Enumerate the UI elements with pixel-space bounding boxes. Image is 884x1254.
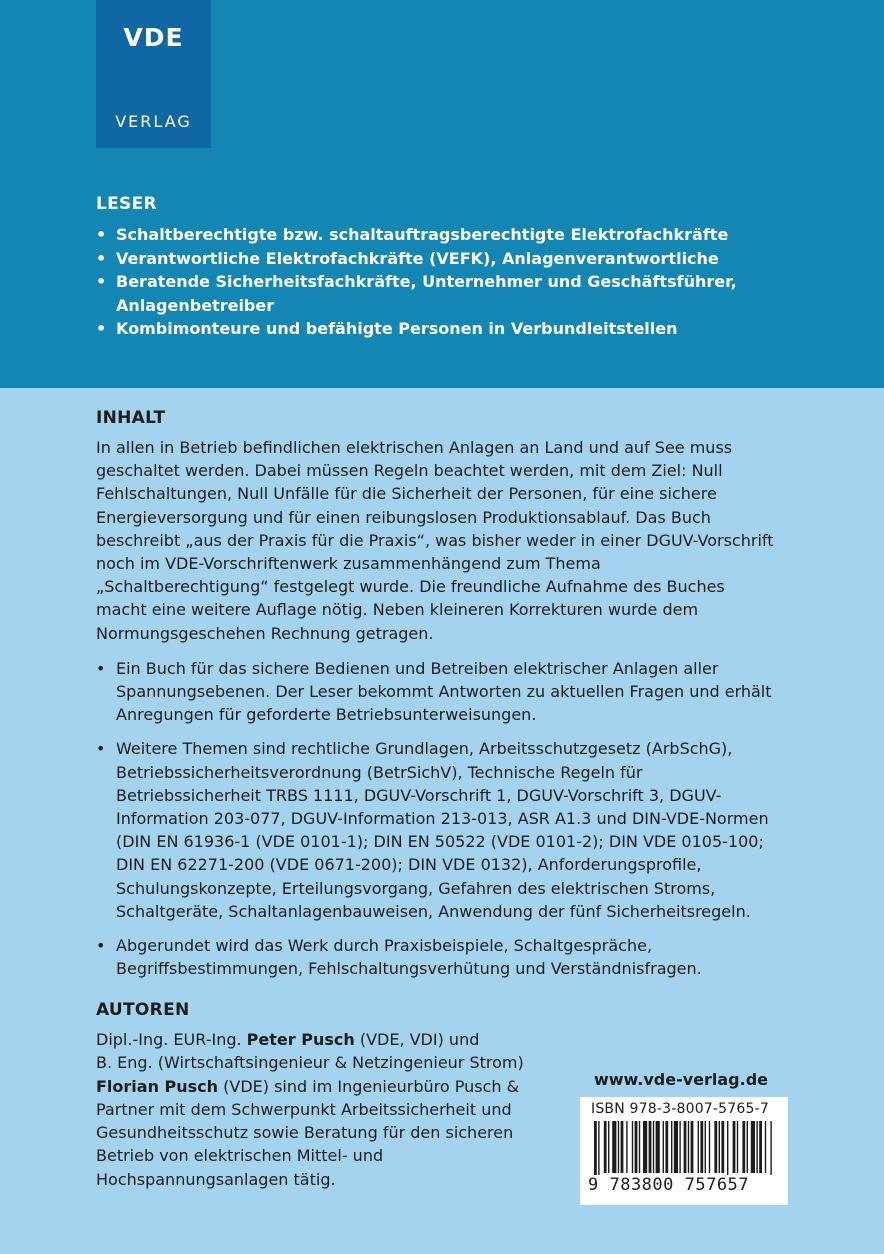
- website-link[interactable]: www.vde-verlag.de: [593, 1070, 768, 1089]
- leser-item: • Kombimonteure und befähigte Personen in Verbundleitstellen: [96, 317, 826, 341]
- barcode-bar: [632, 1121, 633, 1173]
- leser-item: • Schaltberechtigte bzw. schaltauftragsberechtigte Elektrofachkräfte: [96, 223, 826, 247]
- barcode-bar: [643, 1121, 647, 1173]
- barcode-bar: [649, 1121, 652, 1173]
- barcode-bar: [751, 1121, 755, 1173]
- barcode-bar: [594, 1121, 597, 1175]
- isbn-barcode: [580, 1097, 788, 1205]
- inhalt-list: [96, 657, 776, 981]
- barcode-bar: [765, 1121, 766, 1173]
- barcode-bar: [665, 1121, 668, 1173]
- barcode-bar: [612, 1121, 616, 1173]
- barcode-bar: [698, 1121, 699, 1173]
- barcode-bar: [691, 1121, 694, 1173]
- barcode-bar: [721, 1121, 724, 1173]
- barcode-bar: [700, 1121, 703, 1173]
- barcode-bar: [674, 1121, 678, 1173]
- barcode-bar: [714, 1121, 717, 1173]
- inhalt-bullet: • Ein Buch für das sichere Bedienen und Betreiben elektrischer Anlagen aller Spannungsebenen. Der Leser bekommt Antworten zu aktuellen Fragen und erhält Anregungen für geforderte Betriebsunterweisungen.: [96, 657, 776, 727]
- autoren-line3: (VDE) sind im Ingenieurbüro Pusch & Partner mit dem Schwerpunkt Arbeitssicherheit und Gesundheitsschutz sowie Beratung für den sicheren Betrieb von elektrischen Mittel- und Hochspannungsanlagen tätig.: [96, 1076, 520, 1189]
- barcode-bar: [639, 1121, 640, 1173]
- barcode-bar: [742, 1121, 745, 1173]
- inhalt-section: [96, 408, 776, 991]
- barcode-bar: [688, 1121, 689, 1173]
- barcode-bar: [604, 1121, 607, 1173]
- barcode-bar: [663, 1121, 664, 1173]
- barcode-bar: [747, 1121, 748, 1173]
- leser-list: [96, 223, 826, 341]
- barcode-bar: [733, 1121, 736, 1173]
- logo-brand: VDE: [123, 23, 184, 52]
- inhalt-bullet: • Weitere Themen sind rechtliche Grundlagen, Arbeitsschutzgesetz (ArbSchG), Betriebssicherheitsverordnung (BetrSichV), Technische Regeln für Betriebssicherheit TRBS 1111, DGUV-Vorschrift 1, DGUV-Vorschrift 3, DGUV-Information 203-077, DGUV-Information 213-013, ASR A1.3 und DIN-VDE-Normen (DIN EN 61936-1 (VDE 0101-1); DIN EN 50522 (VDE 0101-2); DIN VDE 0105-100; DIN EN 62271-200 (VDE 0671-200); DIN VDE 0132), Anforderungsprofile, Schulungskonzepte, Erteilungsvorgang, Gefahren des elektrischen Stroms, Schaltgeräte, Schaltanlagenbauweisen, Anwendung der fünf Sicherheitsregeln.: [96, 737, 776, 923]
- leser-section: [96, 194, 826, 341]
- barcode-bar: [684, 1121, 687, 1173]
- barcode-bar: [626, 1121, 627, 1173]
- vde-logo: [96, 0, 211, 148]
- logo-sub: VERLAG: [115, 112, 192, 131]
- autoren-heading: AUTOREN: [96, 1000, 190, 1020]
- inhalt-paragraph: In allen in Betrieb befindlichen elektrischen Anlagen an Land und auf See muss geschaltet werden. Dabei müssen Regeln beachtet werden, mit dem Ziel: Null Fehlschaltungen, Null Unfälle für die Sicherheit der Personen, für eine sichere Energieversorgung und für einen reibungslosen Produktionsablauf. Das Buch beschreibt „aus der Praxis für die Praxis“, was bisher weder in einer DGUV-Vorschrift noch im VDE-Vorschriftenwerk zusammenhängend zum Thema „Schaltberechtigung“ festgelegt wurde. Die freundliche Aufnahme des Buches macht eine weitere Auflage nötig. Neben kleineren Korrekturen wurde dem Normungsgeschehen Rechnung getragen.: [96, 438, 774, 643]
- barcode-bar: [621, 1121, 624, 1173]
- autoren-section: [96, 1000, 566, 1191]
- autoren-line1-suffix: (VDE, VDI) und: [354, 1030, 480, 1049]
- isbn-label: ISBN 978-3-8007-5765-7: [591, 1101, 769, 1117]
- barcode-bar: [770, 1121, 771, 1175]
- barcode-bar: [705, 1121, 706, 1173]
- barcode-digits: 9 783800 757657: [588, 1175, 750, 1195]
- barcode-bar: [671, 1121, 672, 1173]
- leser-item: • Beratende Sicherheitsfachkräfte, Unternehmer und Geschäftsführer, Anlagenbetreiber: [96, 270, 826, 317]
- author-florian: Florian Pusch: [96, 1076, 219, 1096]
- barcode-bar: [737, 1121, 738, 1173]
- inhalt-bullet: • Abgerundet wird das Werk durch Praxisbeispiele, Schaltgespräche, Begriffsbestimmungen, Fehlschaltungsverhütung und Verständnisfragen.: [96, 934, 776, 980]
- barcode-bar: [679, 1121, 680, 1173]
- inhalt-heading: INHALT: [96, 408, 166, 428]
- author-peter: Peter Pusch: [246, 1030, 355, 1049]
- barcode-bar: [656, 1121, 660, 1173]
- autoren-text: [96, 1028, 566, 1191]
- barcode-bar: [598, 1121, 599, 1175]
- barcode-bar: [608, 1121, 609, 1173]
- autoren-line1-prefix: Dipl.-Ing. EUR-Ing.: [96, 1030, 247, 1049]
- barcode-bar: [727, 1121, 728, 1175]
- barcode-bar: [719, 1121, 720, 1173]
- barcode-bar: [618, 1121, 619, 1173]
- barcode-bar: [635, 1121, 638, 1173]
- barcode-bar: [653, 1121, 654, 1173]
- barcode-bar: [756, 1121, 757, 1173]
- barcode-bars: [594, 1121, 774, 1175]
- autoren-line2: B. Eng. (Wirtschaftsingenieur & Netzingenieur Strom): [96, 1053, 524, 1073]
- leser-heading: LESER: [96, 194, 157, 214]
- barcode-bar: [759, 1121, 762, 1173]
- leser-item: • Verantwortliche Elektrofachkräfte (VEFK), Anlagenverantwortliche: [96, 247, 826, 271]
- barcode-bar: [709, 1121, 710, 1173]
